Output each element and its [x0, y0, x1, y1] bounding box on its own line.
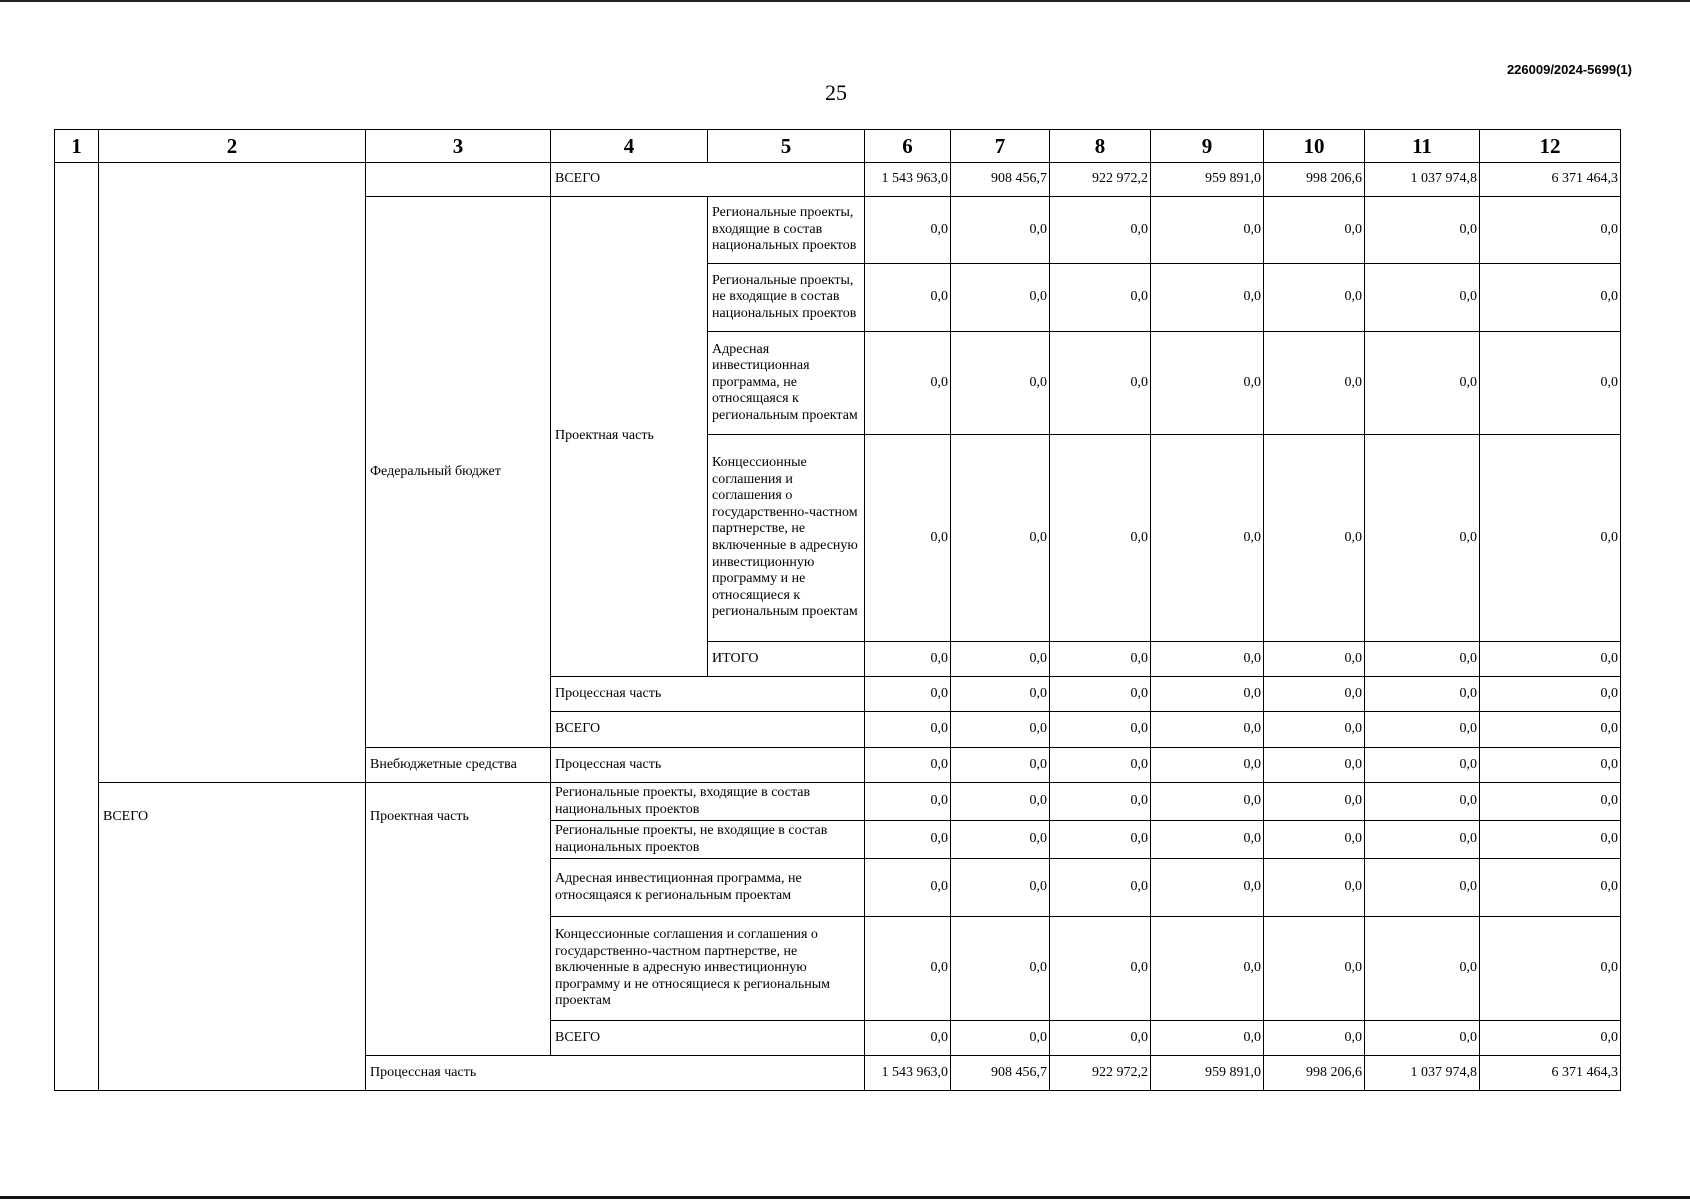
value-cell: 0,0: [865, 332, 951, 435]
value-cell: 0,0: [1365, 1021, 1480, 1056]
table-row: [55, 783, 1621, 821]
value-cell: 0,0: [1050, 332, 1151, 435]
row-label: Процессная часть: [551, 677, 865, 712]
value-cell: 0,0: [1050, 435, 1151, 642]
value-cell: 1 037 974,8: [1365, 163, 1480, 197]
value-cell: 0,0: [1151, 642, 1264, 677]
row-label: Региональные проекты, не входящие в состав национальных проектов: [551, 821, 865, 859]
value-cell: 0,0: [1480, 783, 1621, 821]
value-cell: 1 543 963,0: [865, 1056, 951, 1091]
value-cell: 0,0: [1264, 264, 1365, 332]
column-header: 3: [366, 130, 551, 163]
value-cell: 0,0: [1050, 783, 1151, 821]
value-cell: 0,0: [1050, 642, 1151, 677]
value-cell: 0,0: [1050, 264, 1151, 332]
value-cell: 0,0: [1050, 821, 1151, 859]
value-cell: 998 206,6: [1264, 1056, 1365, 1091]
value-cell: 0,0: [951, 642, 1050, 677]
column-header: 6: [865, 130, 951, 163]
row-label: Адресная инвестиционная программа, не относящаяся к региональным проектам: [708, 332, 865, 435]
value-cell: 0,0: [951, 859, 1050, 917]
value-cell: 0,0: [1480, 642, 1621, 677]
value-cell: 0,0: [951, 783, 1050, 821]
value-cell: 0,0: [1365, 917, 1480, 1021]
row-label: Процессная часть: [551, 748, 865, 783]
offbudget-label: Внебюджетные средства: [366, 748, 551, 783]
value-cell: 0,0: [1264, 642, 1365, 677]
column-header-row: [55, 130, 1621, 163]
value-cell: 0,0: [1151, 264, 1264, 332]
value-cell: 0,0: [865, 821, 951, 859]
value-cell: 0,0: [1365, 642, 1480, 677]
value-cell: 0,0: [951, 1021, 1050, 1056]
value-cell: 0,0: [1480, 748, 1621, 783]
value-cell: 0,0: [1264, 1021, 1365, 1056]
value-cell: 0,0: [1480, 435, 1621, 642]
column-header: 8: [1050, 130, 1151, 163]
value-cell: 0,0: [1480, 264, 1621, 332]
value-cell: 0,0: [865, 435, 951, 642]
value-cell: 0,0: [1480, 197, 1621, 264]
page-number: 25: [825, 80, 847, 105]
value-cell: 0,0: [865, 748, 951, 783]
value-cell: 0,0: [1365, 712, 1480, 748]
column-header: 7: [951, 130, 1050, 163]
row-label: ВСЕГО: [551, 163, 865, 197]
value-cell: 0,0: [1365, 332, 1480, 435]
value-cell: 0,0: [951, 748, 1050, 783]
column-header: 12: [1480, 130, 1621, 163]
row-label: Концессионные соглашения и соглашения о государственно-частном партнерстве, не включенные в адресную инвестиционную программу и не относящиеся к региональным проектам: [708, 435, 865, 642]
value-cell: 0,0: [1050, 677, 1151, 712]
row-label: ИТОГО: [708, 642, 865, 677]
value-cell: 0,0: [1264, 821, 1365, 859]
value-cell: 0,0: [951, 264, 1050, 332]
value-cell: 0,0: [951, 821, 1050, 859]
value-cell: 959 891,0: [1151, 1056, 1264, 1091]
value-cell: 0,0: [1050, 197, 1151, 264]
column-header: 9: [1151, 130, 1264, 163]
value-cell: 0,0: [865, 677, 951, 712]
value-cell: 0,0: [1365, 435, 1480, 642]
value-cell: 908 456,7: [951, 163, 1050, 197]
column-header: 5: [708, 130, 865, 163]
empty-col-1-cell: [55, 163, 99, 1091]
value-cell: 0,0: [1264, 435, 1365, 642]
value-cell: 0,0: [1480, 917, 1621, 1021]
value-cell: 0,0: [1480, 859, 1621, 917]
value-cell: 0,0: [1365, 197, 1480, 264]
value-cell: 908 456,7: [951, 1056, 1050, 1091]
budget-table: [54, 129, 1621, 1091]
value-cell: 0,0: [1151, 435, 1264, 642]
value-cell: 0,0: [1264, 197, 1365, 264]
value-cell: 998 206,6: [1264, 163, 1365, 197]
value-cell: 0,0: [1050, 748, 1151, 783]
value-cell: 0,0: [1480, 677, 1621, 712]
value-cell: 0,0: [1365, 859, 1480, 917]
value-cell: 0,0: [1264, 332, 1365, 435]
value-cell: 0,0: [1050, 917, 1151, 1021]
value-cell: 0,0: [1264, 859, 1365, 917]
value-cell: 0,0: [1365, 821, 1480, 859]
value-cell: 0,0: [1151, 712, 1264, 748]
value-cell: 0,0: [1151, 332, 1264, 435]
project-part-label: Проектная часть: [551, 197, 708, 677]
value-cell: 0,0: [865, 264, 951, 332]
value-cell: 6 371 464,3: [1480, 163, 1621, 197]
value-cell: 0,0: [1480, 821, 1621, 859]
value-cell: 0,0: [1264, 917, 1365, 1021]
value-cell: 0,0: [1050, 712, 1151, 748]
value-cell: 0,0: [951, 197, 1050, 264]
table-row: [55, 163, 1621, 197]
row-label: ВСЕГО: [551, 712, 865, 748]
empty-col-2-cell: [99, 163, 366, 783]
value-cell: 0,0: [1151, 917, 1264, 1021]
value-cell: 0,0: [1365, 783, 1480, 821]
column-header: 2: [99, 130, 366, 163]
value-cell: 0,0: [1264, 783, 1365, 821]
row-label: Концессионные соглашения и соглашения о государственно-частном партнерстве, не включенные в адресную инвестиционную программу и не относящиеся к региональным проектам: [551, 917, 865, 1021]
value-cell: 0,0: [1480, 712, 1621, 748]
value-cell: 0,0: [1264, 748, 1365, 783]
value-cell: 0,0: [1151, 197, 1264, 264]
value-cell: 0,0: [1151, 1021, 1264, 1056]
column-header: 4: [551, 130, 708, 163]
row-label: ВСЕГО: [551, 1021, 865, 1056]
value-cell: 0,0: [1151, 859, 1264, 917]
value-cell: 0,0: [865, 712, 951, 748]
value-cell: 1 543 963,0: [865, 163, 951, 197]
value-cell: 0,0: [1480, 332, 1621, 435]
value-cell: 0,0: [1050, 1021, 1151, 1056]
value-cell: 0,0: [865, 197, 951, 264]
value-cell: 0,0: [1365, 677, 1480, 712]
value-cell: 6 371 464,3: [1480, 1056, 1621, 1091]
value-cell: 0,0: [865, 859, 951, 917]
project-part-label: Проектная часть: [366, 783, 551, 1056]
federal-budget-label: Федеральный бюджет: [366, 197, 551, 748]
value-cell: 0,0: [865, 917, 951, 1021]
row-label: Региональные проекты, входящие в состав национальных проектов: [708, 197, 865, 264]
column-header: 11: [1365, 130, 1480, 163]
value-cell: 0,0: [951, 677, 1050, 712]
empty-col-3-cell: [366, 163, 551, 197]
value-cell: 0,0: [1151, 821, 1264, 859]
value-cell: 0,0: [1050, 859, 1151, 917]
value-cell: 959 891,0: [1151, 163, 1264, 197]
value-cell: 0,0: [1480, 1021, 1621, 1056]
value-cell: 0,0: [1151, 748, 1264, 783]
value-cell: 0,0: [1264, 712, 1365, 748]
row-label: Региональные проекты, не входящие в состав национальных проектов: [708, 264, 865, 332]
row-label: Региональные проекты, входящие в состав национальных проектов: [551, 783, 865, 821]
value-cell: 922 972,2: [1050, 163, 1151, 197]
document-id: 226009/2024-5699(1): [1506, 62, 1632, 77]
value-cell: 0,0: [951, 712, 1050, 748]
value-cell: 0,0: [1264, 677, 1365, 712]
column-header: 10: [1264, 130, 1365, 163]
top-edge-line: [0, 0, 1690, 2]
value-cell: 0,0: [951, 435, 1050, 642]
value-cell: 0,0: [865, 783, 951, 821]
value-cell: 1 037 974,8: [1365, 1056, 1480, 1091]
value-cell: 922 972,2: [1050, 1056, 1151, 1091]
value-cell: 0,0: [1365, 748, 1480, 783]
bottom-edge-line: [0, 1196, 1690, 1199]
total-section-label: ВСЕГО: [99, 783, 366, 1091]
value-cell: 0,0: [865, 1021, 951, 1056]
value-cell: 0,0: [1151, 677, 1264, 712]
value-cell: 0,0: [951, 917, 1050, 1021]
value-cell: 0,0: [865, 642, 951, 677]
row-label: Адресная инвестиционная программа, не относящаяся к региональным проектам: [551, 859, 865, 917]
value-cell: 0,0: [951, 332, 1050, 435]
row-label: Процессная часть: [366, 1056, 865, 1091]
column-header: 1: [55, 130, 99, 163]
value-cell: 0,0: [1365, 264, 1480, 332]
value-cell: 0,0: [1151, 783, 1264, 821]
